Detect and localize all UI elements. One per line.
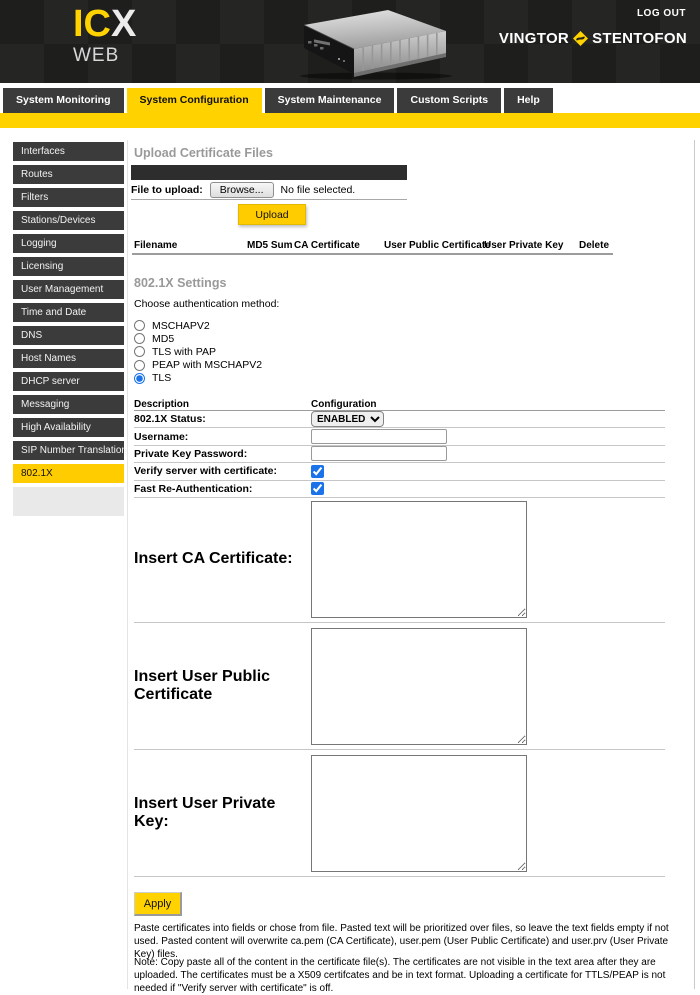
username-label: Username:	[134, 430, 189, 443]
settings-table-header	[134, 396, 665, 411]
radio-tls-with-pap[interactable]	[134, 345, 262, 358]
sidebar-item-logging[interactable]: Logging	[13, 234, 124, 253]
settings-table	[134, 396, 665, 498]
browse-button[interactable]: Browse...	[210, 182, 274, 198]
radio-peap-with-mschapv2-input[interactable]	[134, 360, 145, 371]
private-key-password-field[interactable]	[311, 446, 447, 461]
radio-peap-with-mschapv2-label: PEAP with MSCHAPV2	[152, 359, 263, 372]
footer-paste-instructions: Paste certificates into fields or chose from file. Pasted text will be prioritized over files, so leave the text fields empty if not used. Pasted content will overwrite ca.pem (CA Certificate), user.pem (User Public Certificate) and user.prv (User Private Key) files.	[134, 923, 669, 960]
main-tab-bar	[3, 88, 553, 113]
accent-bar	[0, 113, 700, 128]
app-header	[0, 0, 700, 83]
upload-button[interactable]: Upload	[238, 204, 306, 225]
sidebar-item-sip-number-translation[interactable]: SIP Number Translation	[13, 441, 124, 460]
username-field[interactable]	[311, 429, 447, 444]
user-public-certificate-textarea[interactable]	[311, 628, 527, 745]
file-upload-label: File to upload:	[131, 183, 203, 196]
auth-method-label: Choose authentication method:	[134, 298, 280, 310]
fast-reauth-label: Fast Re-Authentication:	[134, 482, 253, 495]
user-private-key-label: Insert User Private Key:	[134, 795, 276, 830]
radio-tls-with-pap-input[interactable]	[134, 346, 145, 357]
vingtor-stentofon-logo	[499, 30, 687, 47]
radio-mschapv2-input[interactable]	[134, 320, 145, 331]
col-user-private-key: User Private Key	[484, 240, 564, 251]
sidebar-item-routes[interactable]: Routes	[13, 165, 124, 184]
sidebar-item-interfaces[interactable]: Interfaces	[13, 142, 124, 161]
col-filename: Filename	[134, 240, 178, 251]
col-delete: Delete	[579, 240, 610, 251]
icx-logo	[73, 5, 136, 65]
status-label: 802.1X Status:	[134, 413, 206, 426]
col-configuration: Configuration	[311, 399, 377, 410]
file-row-divider	[131, 199, 407, 200]
verify-server-checkbox[interactable]	[311, 465, 324, 478]
upload-section-title: Upload Certificate Files	[134, 146, 273, 160]
col-user-public-certificate: User Public Certificate	[384, 240, 491, 251]
sidebar-item-licensing[interactable]: Licensing	[13, 257, 124, 276]
footer-note: Note: Copy paste all of the content in the certificate file(s). The certificates are not visible in the text area after they are uploaded. The certificates must be a X509 certifcates and be in text format. Uploading a certificate for TTLS/PEAP is not needed if "Verify server with certificate" is off.	[134, 957, 666, 994]
ca-certificate-label: Insert CA Certificate:	[134, 550, 293, 567]
tab-system-maintenance[interactable]: System Maintenance	[265, 88, 395, 113]
certificate-textareas	[134, 496, 665, 877]
tab-help[interactable]: Help	[504, 88, 553, 113]
sidebar-item-stations-devices[interactable]: Stations/Devices	[13, 211, 124, 230]
table-row-verify-server	[134, 463, 665, 480]
radio-mschapv2-label: MSCHAPV2	[152, 319, 210, 332]
apply-button[interactable]: Apply	[134, 892, 182, 916]
sidebar-nav	[13, 142, 127, 516]
file-upload-row	[131, 181, 407, 198]
status-select[interactable]	[311, 411, 384, 427]
private-key-password-label: Private Key Password:	[134, 447, 248, 460]
no-file-selected-text: No file selected.	[280, 183, 356, 196]
certificate-table-header	[132, 240, 613, 255]
user-private-key-row	[134, 750, 665, 877]
tab-system-monitoring[interactable]: System Monitoring	[3, 88, 124, 113]
auth-method-radio-group	[134, 319, 262, 385]
icx-logo-sub: WEB	[73, 45, 120, 66]
fast-reauth-checkbox[interactable]	[311, 482, 324, 495]
radio-tls-input[interactable]	[134, 373, 145, 384]
upload-header-bar	[131, 165, 407, 180]
tab-system-configuration[interactable]: System Configuration	[127, 88, 262, 113]
sidebar-item-host-names[interactable]: Host Names	[13, 349, 124, 368]
ca-certificate-row	[134, 496, 665, 623]
radio-tls-with-pap-label: TLS with PAP	[152, 345, 216, 358]
sidebar-item-user-management[interactable]: User Management	[13, 280, 124, 299]
settings-section-title: 802.1X Settings	[134, 276, 227, 290]
sidebar-item-802-1x[interactable]: 802.1X	[13, 464, 124, 483]
tab-custom-scripts[interactable]: Custom Scripts	[397, 88, 501, 113]
radio-mschapv2[interactable]	[134, 319, 262, 332]
sidebar-item-filters[interactable]: Filters	[13, 188, 124, 207]
user-public-certificate-row	[134, 623, 665, 750]
radio-tls[interactable]	[134, 372, 262, 385]
user-private-key-textarea[interactable]	[311, 755, 527, 872]
radio-peap-with-mschapv2[interactable]	[134, 359, 262, 372]
col-description: Description	[134, 399, 190, 410]
logout-button[interactable]: LOG OUT	[636, 8, 686, 19]
brand-left-text: VINGTOR	[498, 30, 570, 47]
verify-server-label: Verify server with certificate:	[134, 465, 277, 478]
sidebar-tail	[13, 487, 124, 516]
sidebar-item-high-availability[interactable]: High Availability	[13, 418, 124, 437]
radio-md5[interactable]	[134, 332, 262, 345]
stentofon-diamond-icon	[572, 30, 589, 47]
radio-md5-label: MD5	[152, 332, 175, 345]
col-md5-sum: MD5 Sum	[247, 240, 293, 251]
user-public-certificate-label: Insert User Public Certificate	[134, 668, 271, 703]
brand-right-text: STENTOFON	[592, 30, 687, 47]
icx-device-photo	[276, 5, 456, 80]
icx-logo-accent: IC	[73, 3, 111, 45]
table-row-private-key-password	[134, 446, 665, 463]
radio-md5-input[interactable]	[134, 333, 145, 344]
main-content	[127, 140, 695, 994]
col-ca-certificate: CA Certificate	[294, 240, 360, 251]
table-row-status	[134, 411, 665, 428]
ca-certificate-textarea[interactable]	[311, 501, 527, 618]
radio-tls-label: TLS	[152, 372, 172, 385]
sidebar-item-dns[interactable]: DNS	[13, 326, 124, 345]
sidebar-item-time-and-date[interactable]: Time and Date	[13, 303, 124, 322]
table-row-username	[134, 428, 665, 445]
icx-logo-text: ICX	[73, 3, 137, 45]
sidebar-item-dhcp-server[interactable]: DHCP server	[13, 372, 124, 391]
sidebar-item-messaging[interactable]: Messaging	[13, 395, 124, 414]
